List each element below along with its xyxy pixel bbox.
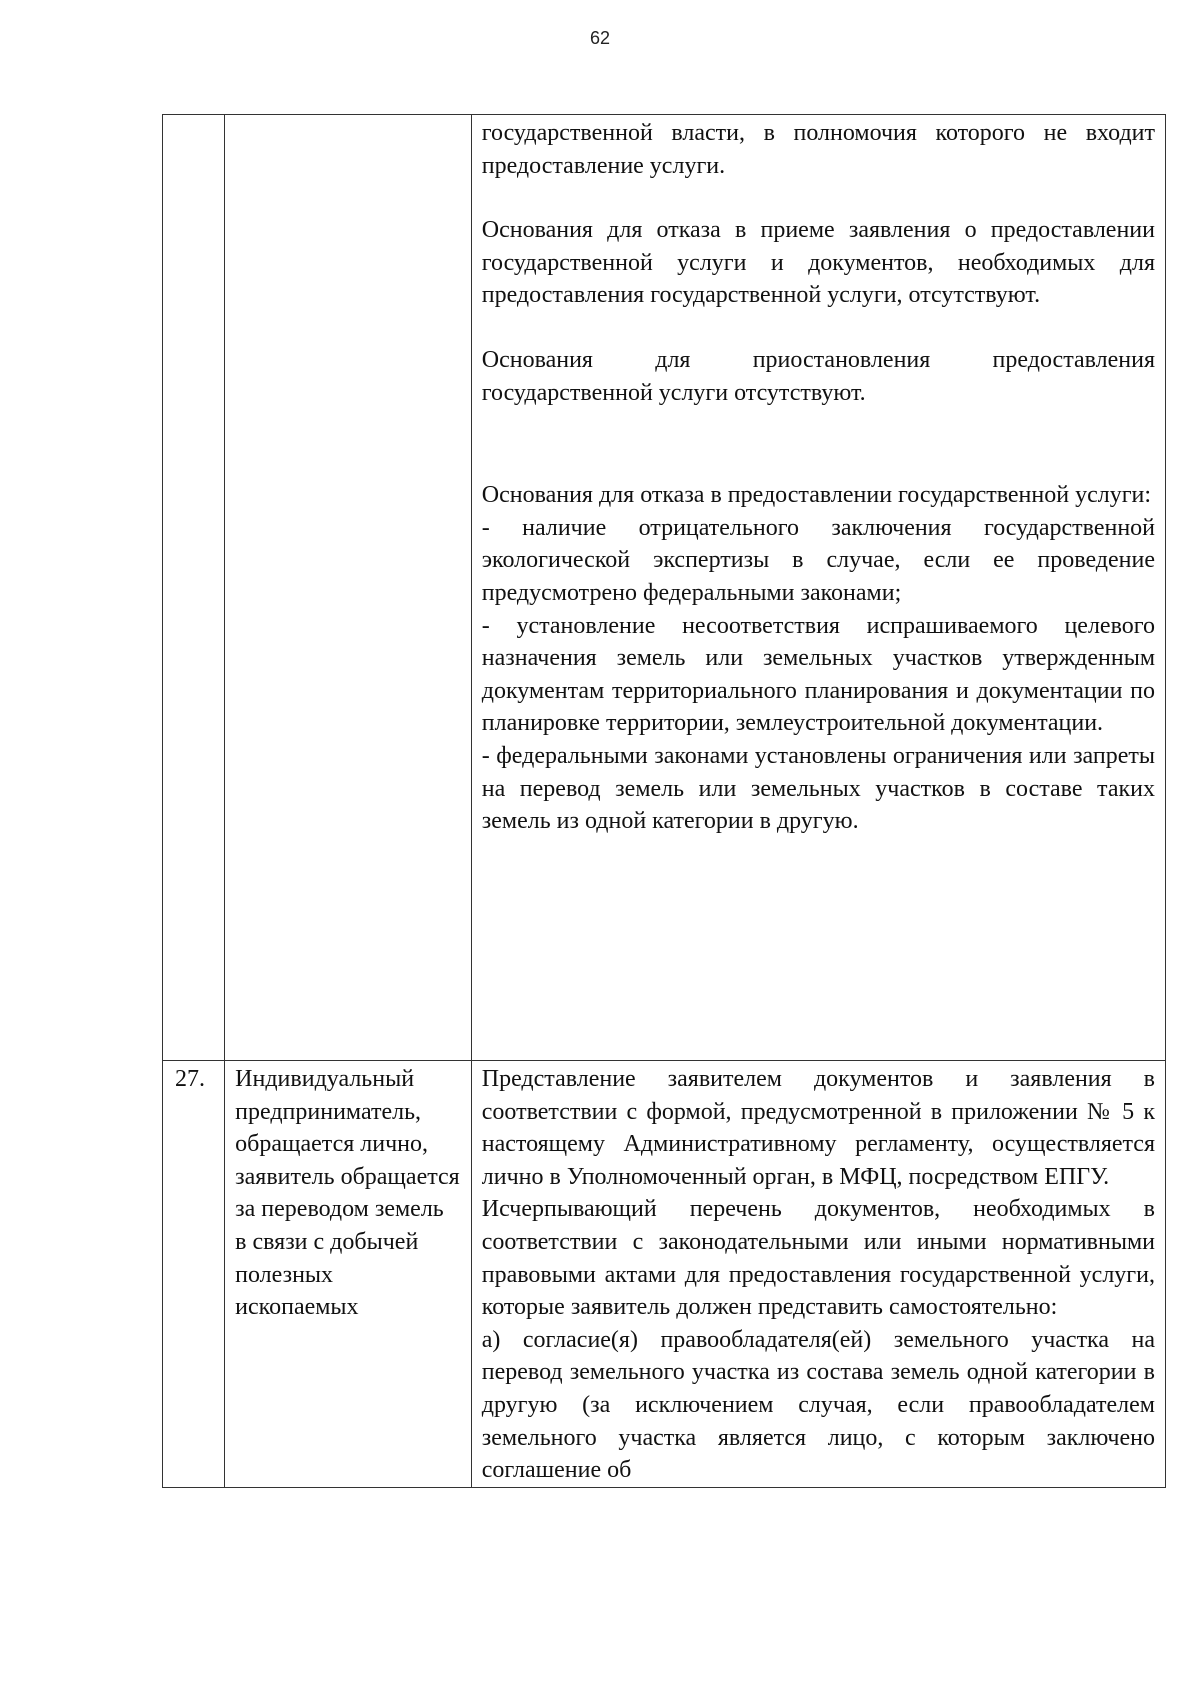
paragraph-refusal-ground-3: - федеральными законами установлены ограничения или запреты на перевод земель или земельных участков в составе таких земель из одной категории в другую.	[481, 742, 1155, 835]
row-number-cell: 27.	[163, 1061, 225, 1488]
service-conditions-cell	[471, 115, 1165, 1061]
table-row	[163, 115, 1166, 1061]
service-conditions-cell	[471, 1061, 1165, 1488]
paragraph-documents-list: Исчерпывающий перечень документов, необходимых в соответствии с законодательными или иными нормативными правовыми актами для предоставления государственной услуги, которые заявитель должен представить самостоятельно:	[481, 1196, 1155, 1321]
services-table	[162, 114, 1166, 1488]
paragraph-no-refusal-receive: Основания для отказа в приеме заявления о предоставлении государственной услуги и документов, необходимых для предоставления государственной услуги, отсутствуют.	[481, 217, 1155, 309]
paragraph-continuation: государственной власти, в полномочия которого не входит предоставление услуги.	[481, 120, 1155, 179]
table-row	[163, 1061, 1166, 1488]
paragraph-submission: Представление заявителем документов и заявления в соответствии с формой, предусмотренной в приложении № 5 к настоящему Административному регламенту, осуществляется лично в Уполномоченный орган, в МФЦ, посредством ЕПГУ.	[481, 1066, 1155, 1190]
paragraph-refusal-grounds-heading: Основания для отказа в предоставлении государственной услуги:	[481, 482, 1152, 509]
page-number: 62	[589, 28, 611, 48]
paragraph-refusal-ground-1: - наличие отрицательного заключения государственной экологической экспертизы в случае, если ее проведение предусмотрено федеральными законами;	[481, 514, 1155, 606]
paragraph-consent: а) согласие(я) правообладателя(ей) земельного участка на перевод земельного участка из состава земель одной категории в другую (за исключением случая, если правообладателем земельного участка является лицо, с которым заключено соглашение об	[481, 1326, 1155, 1484]
row-number-cell	[163, 115, 225, 1061]
paragraph-refusal-ground-2: - установление несоответствия испрашиваемого целевого назначения земель или земельных участков утвержденным документам территориального планирования и документации по планировке территории, землеустроительной документации.	[481, 612, 1155, 737]
applicant-category-cell	[225, 115, 472, 1061]
applicant-category-cell: Индивидуальный предприниматель, обращается лично, заявитель обращается за переводом земель в связи с добычей полезных ископаемых	[225, 1061, 472, 1488]
paragraph-no-suspension: Основания для приостановления предоставления государственной услуги отсутствуют.	[481, 346, 1155, 406]
